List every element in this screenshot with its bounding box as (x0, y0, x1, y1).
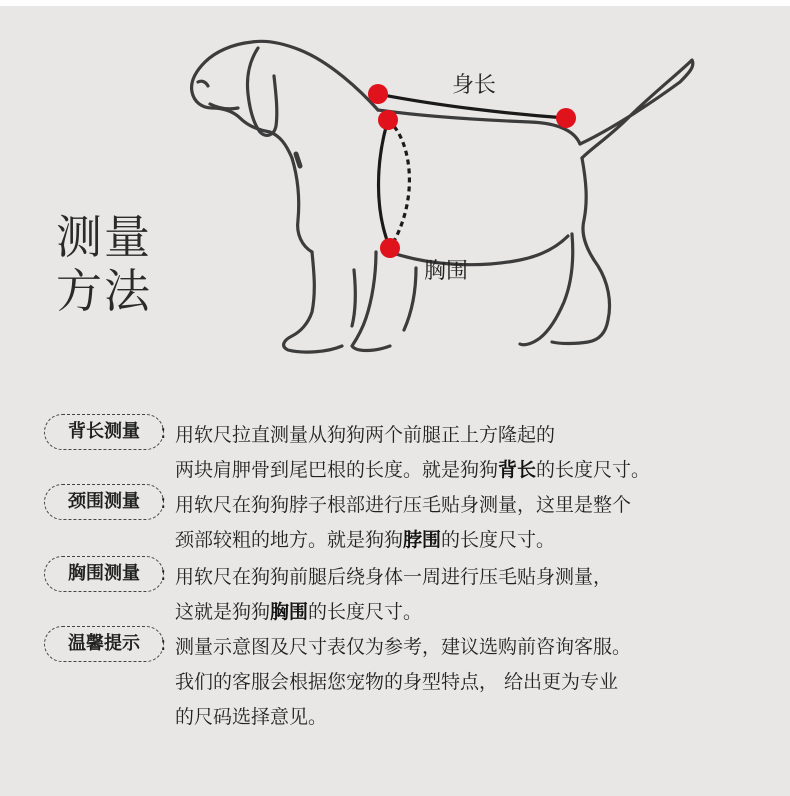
body-length-label: 身长 (452, 73, 497, 98)
page-title (56, 210, 152, 318)
dog-neck-outline (292, 158, 312, 252)
desc-bold: 背长 (498, 459, 537, 481)
desc-text: 的长度尺寸。 (308, 601, 423, 623)
dog-back-outline (378, 110, 580, 144)
desc-line: 的尺码选择意见。 (175, 706, 328, 728)
dog-inner-leg-outline (352, 270, 355, 326)
desc-text: 这就是狗狗 (175, 601, 271, 623)
tips-row (44, 626, 784, 736)
dog-front-leg-outline (284, 252, 342, 352)
chest-tag: 胸围测量 (44, 556, 164, 592)
desc-line (175, 523, 631, 558)
dog-tail-outline (580, 60, 693, 158)
desc-text: 的长度尺寸。 (536, 459, 651, 481)
dog-inner-leg-3-outline (404, 268, 416, 330)
chest-line-front (379, 120, 391, 248)
dog-head-outline (192, 41, 378, 158)
dog-collar-mark (296, 154, 300, 166)
colon: : (160, 633, 167, 655)
dog-ear-outline (247, 48, 276, 135)
dog-front-leg-2-outline (352, 252, 390, 351)
dog-rear-leg-outline (552, 158, 610, 344)
desc-line: 用软尺在狗狗脖子根部进行压毛贴身测量，这里是整个 (175, 494, 632, 516)
desc-line: 用软尺拉直测量从狗狗两个前腿正上方隆起的 (175, 424, 556, 446)
title-line-1: 测量 (56, 210, 152, 264)
desc-line: 我们的客服会根据您宠物的身型特点， 给出更为专业 (175, 671, 619, 693)
dog-measurement-diagram (180, 20, 720, 370)
desc-text: 两块肩胛骨到尾巴根的长度。就是狗狗 (175, 459, 499, 481)
tail-base-marker (556, 108, 576, 128)
tips-tag: 温馨提示 (44, 626, 164, 662)
chest-label: 胸围 (424, 259, 469, 284)
top-border (0, 0, 790, 6)
chest-bottom-marker (380, 238, 400, 258)
desc-bold: 胸围 (270, 601, 309, 623)
chest-row (44, 556, 784, 626)
chest-desc (175, 560, 612, 630)
colon: : (160, 421, 167, 443)
colon: : (160, 491, 167, 513)
dog-nose-outline (198, 81, 208, 86)
dog-belly-outline (390, 236, 568, 265)
desc-text: 颈部较粗的地方。就是狗狗 (175, 529, 404, 551)
back-length-desc (175, 418, 650, 488)
desc-line: 用软尺在狗狗前腿后绕身体一周进行压毛贴身测量， (175, 566, 613, 588)
title-line-2: 方法 (56, 264, 152, 318)
colon: : (160, 563, 167, 585)
back-length-tag: 背长测量 (44, 414, 164, 450)
desc-bold: 脖围 (403, 529, 442, 551)
tips-desc (175, 630, 631, 735)
neck-row (44, 484, 784, 554)
neck-tag: 颈围测量 (44, 484, 164, 520)
desc-line (175, 453, 650, 488)
neck-desc (175, 488, 631, 558)
desc-line (175, 595, 612, 630)
desc-text: 的长度尺寸。 (441, 529, 556, 551)
chest-line-back (388, 120, 409, 248)
neck-top-marker (368, 84, 388, 104)
desc-line: 测量示意图及尺寸表仅为参考，建议选购前咨询客服。 (175, 636, 632, 658)
shoulder-marker (378, 110, 398, 130)
back-length-row (44, 414, 784, 484)
